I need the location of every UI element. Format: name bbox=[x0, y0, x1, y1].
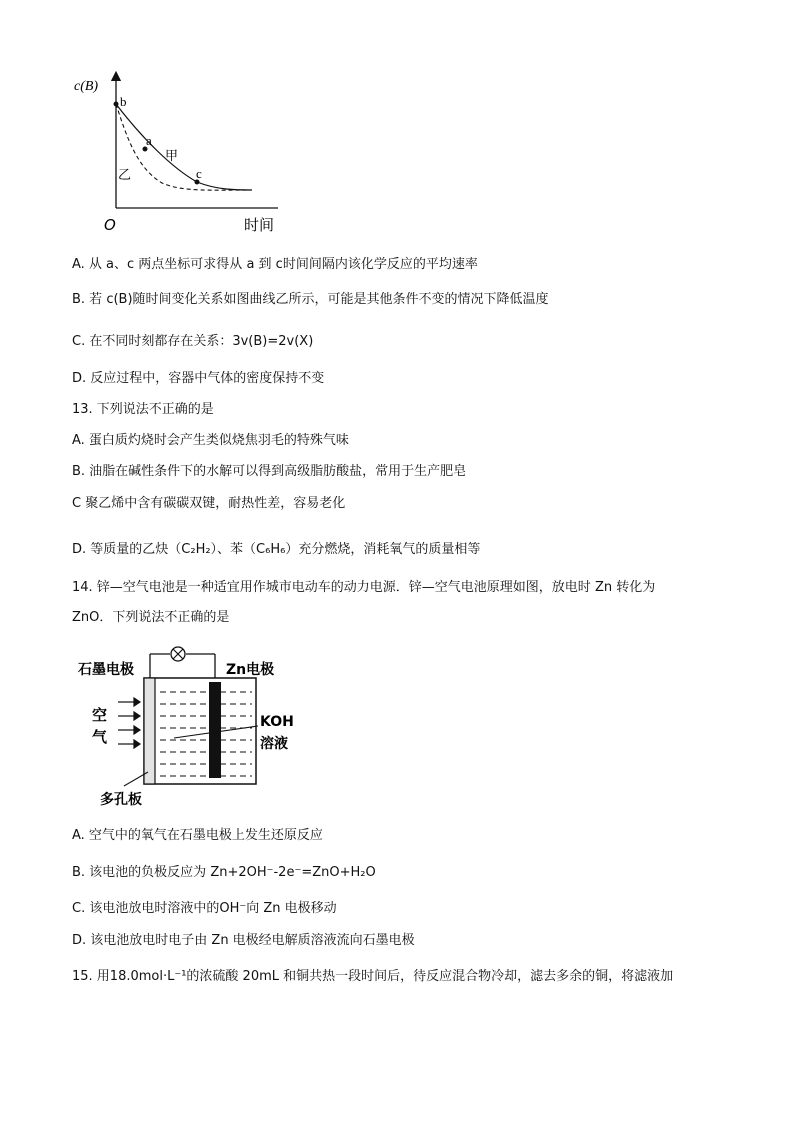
q15-stem: 15. 用18.0mol·L⁻¹的浓硫酸 20mL 和铜共热一段时间后，待反应混合物冷却，滤去多余的铜，将滤液加 bbox=[72, 969, 674, 984]
graphite-electrode bbox=[144, 678, 155, 784]
q13-option-c: C 聚乙烯中含有碳碳双键，耐热性差，容易老化 bbox=[72, 496, 346, 511]
q14-option-c: C. 该电池放电时溶液中的OH⁻向 Zn 电极移动 bbox=[72, 901, 337, 916]
bulb-icon bbox=[171, 647, 185, 661]
q13-option-a: A. 蛋白质灼烧时会产生类似烧焦羽毛的特殊气味 bbox=[72, 433, 349, 448]
q13-stem: 13. 下列说法不正确的是 bbox=[72, 402, 214, 417]
air-label-1: 空 bbox=[92, 706, 108, 724]
q12-option-c: C. 在不同时刻都存在关系：3v(B)=2v(X) bbox=[72, 334, 314, 349]
zinc-air-battery-diagram bbox=[72, 640, 312, 812]
zn-electrode bbox=[209, 682, 221, 778]
q12-option-b: B. 若 c(B)随时间变化关系如图曲线乙所示，可能是其他条件不变的情况下降低温度 bbox=[72, 292, 549, 307]
air-arrows bbox=[118, 698, 140, 748]
y-axis-label: c(B) bbox=[74, 79, 99, 94]
graphite-label: 石墨电极 bbox=[78, 662, 134, 678]
zn-label: Zn电极 bbox=[226, 662, 275, 678]
koh-solution-label: 溶液 bbox=[260, 736, 288, 752]
curve-yi bbox=[116, 104, 252, 190]
point-b bbox=[114, 102, 119, 107]
curve-jia-label: 甲 bbox=[165, 149, 179, 164]
q14-option-d: D. 该电池放电时电子由 Zn 电极经电解质溶液流向石墨电极 bbox=[72, 933, 415, 948]
koh-label: KOH bbox=[260, 714, 294, 730]
q12-option-a: A. 从 a、c 两点坐标可求得从 a 到 c时间间隔内该化学反应的平均速率 bbox=[72, 257, 478, 272]
q14-option-b: B. 该电池的负极反应为 Zn+2OH⁻-2e⁻=ZnO+H₂O bbox=[72, 865, 376, 880]
curve-jia bbox=[116, 104, 252, 190]
air-label-2: 气 bbox=[92, 728, 108, 746]
point-b-label: b bbox=[120, 94, 127, 109]
q13-option-b: B. 油脂在碱性条件下的水解可以得到高级脂肪酸盐，常用于生产肥皂 bbox=[72, 464, 467, 479]
curve-yi-label: 乙 bbox=[118, 168, 132, 183]
point-c-label: c bbox=[196, 166, 202, 181]
porous-plate-label: 多孔板 bbox=[100, 792, 142, 808]
q14-option-a: A. 空气中的氧气在石墨电极上发生还原反应 bbox=[72, 828, 323, 843]
q12-option-d: D. 反应过程中，容器中气体的密度保持不变 bbox=[72, 371, 325, 386]
q14-stem-line1: 14. 锌—空气电池是一种适宜用作城市电动车的动力电源．锌—空气电池原理如图，放电时 Zn 转化为 bbox=[72, 580, 656, 595]
x-axis-label: 时间 bbox=[244, 216, 275, 234]
origin-label: O bbox=[104, 216, 116, 234]
concentration-time-graph bbox=[72, 68, 292, 240]
point-a-label: a bbox=[146, 133, 152, 148]
container bbox=[144, 678, 256, 784]
q13-option-d: D. 等质量的乙炔（C₂H₂）、苯（C₆H₆）充分燃烧，消耗氧气的质量相等 bbox=[72, 542, 481, 557]
q14-stem-line2: ZnO．下列说法不正确的是 bbox=[72, 610, 230, 625]
